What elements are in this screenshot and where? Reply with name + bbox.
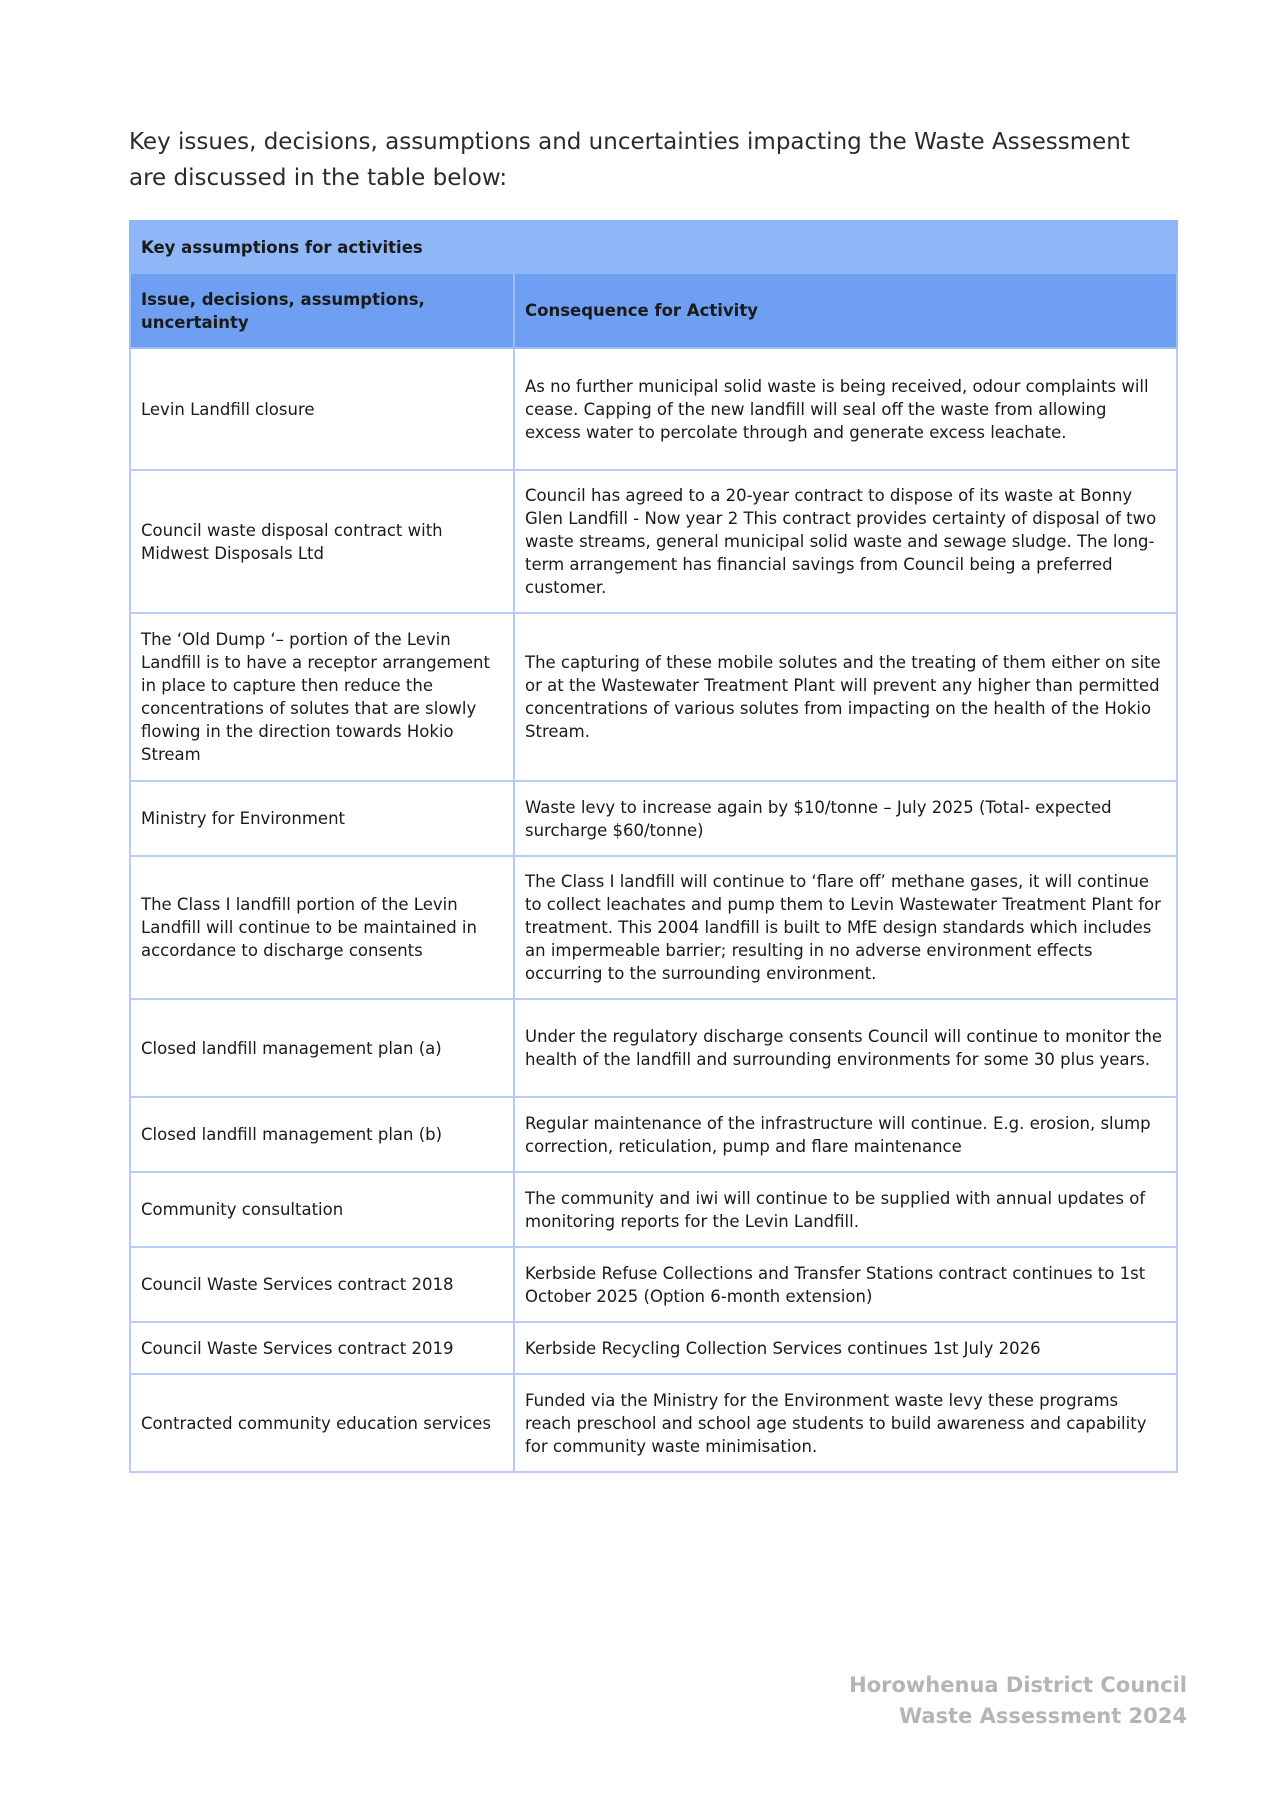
consequence-cell: Council has agreed to a 20-year contract to dispose of its waste at Bonny Glen Landfill - Now year 2 This contract provides certainty of disposal of two waste streams, general municipal solid waste and sewage sludge. The long-term arrangement has financial savings from Council being a preferred customer. [514,470,1177,613]
consequence-cell: Waste levy to increase again by $10/tonne – July 2025 (Total- expected surcharge $60/tonne) [514,781,1177,856]
table-row [130,1322,1177,1374]
consequence-cell: The community and iwi will continue to be supplied with annual updates of monitoring reports for the Levin Landfill. [514,1172,1177,1247]
consequence-cell: Kerbside Refuse Collections and Transfer Stations contract continues to 1st October 2025 (Option 6-month extension) [514,1247,1177,1322]
issue-cell: The ‘Old Dump ‘– portion of the Levin Landfill is to have a receptor arrangement in place to capture then reduce the concentrations of solutes that are slowly flowing in the direction towards Hokio Stream [130,613,514,781]
column-header-consequence: Consequence for Activity [514,273,1177,348]
intro-paragraph: Key issues, decisions, assumptions and uncertainties impacting the Waste Assessment are discussed in the table below: [129,129,1130,191]
document-footer [849,1670,1187,1732]
column-header-issue: Issue, decisions, assumptions, uncertainty [130,273,514,348]
issue-cell: Closed landfill management plan (a) [130,999,514,1097]
table-row [130,1172,1177,1247]
issue-cell: Council waste disposal contract with Midwest Disposals Ltd [130,470,514,613]
table-title-row [130,221,1177,273]
table-row [130,781,1177,856]
table-row [130,1097,1177,1172]
issue-cell: The Class I landfill portion of the Levin Landfill will continue to be maintained in accordance to discharge consents [130,856,514,999]
issue-cell: Levin Landfill closure [130,348,514,470]
consequence-cell: Funded via the Ministry for the Environment waste levy these programs reach preschool and school age students to build awareness and capability for community waste minimisation. [514,1374,1177,1472]
issue-cell: Closed landfill management plan (b) [130,1097,514,1172]
consequence-cell: As no further municipal solid waste is being received, odour complaints will cease. Capping of the new landfill will seal off the waste from allowing excess water to percolate through and generate excess leachate. [514,348,1177,470]
table-row [130,470,1177,613]
table-row [130,1247,1177,1322]
consequence-cell: Regular maintenance of the infrastructure will continue. E.g. erosion, slump correction, reticulation, pump and flare maintenance [514,1097,1177,1172]
consequence-cell: The Class I landfill will continue to ‘flare off’ methane gases, it will continue to collect leachates and pump them to Levin Wastewater Treatment Plant for treatment. This 2004 landfill is built to MfE design standards which includes an impermeable barrier; resulting in no adverse environment effects occurring to the surrounding environment. [514,856,1177,999]
consequence-cell: Under the regulatory discharge consents Council will continue to monitor the health of the landfill and surrounding environments for some 30 plus years. [514,999,1177,1097]
table-row [130,999,1177,1097]
table-row [130,1374,1177,1472]
consequence-cell: The capturing of these mobile solutes and the treating of them either on site or at the Wastewater Treatment Plant will prevent any higher than permitted concentrations of various solutes from impacting on the health of the Hokio Stream. [514,613,1177,781]
issue-cell: Council Waste Services contract 2019 [130,1322,514,1374]
issue-cell: Ministry for Environment [130,781,514,856]
table-row [130,856,1177,999]
assumptions-table [129,220,1178,1473]
table-header-row [130,273,1177,348]
issue-cell: Community consultation [130,1172,514,1247]
footer-organisation: Horowhenua District Council [849,1673,1187,1697]
issue-cell: Contracted community education services [130,1374,514,1472]
issue-cell: Council Waste Services contract 2018 [130,1247,514,1322]
table-title: Key assumptions for activities [130,221,1177,273]
table-row [130,348,1177,470]
footer-document-title: Waste Assessment 2024 [898,1704,1187,1728]
table-row [130,613,1177,781]
consequence-cell: Kerbside Recycling Collection Services continues 1st July 2026 [514,1322,1177,1374]
